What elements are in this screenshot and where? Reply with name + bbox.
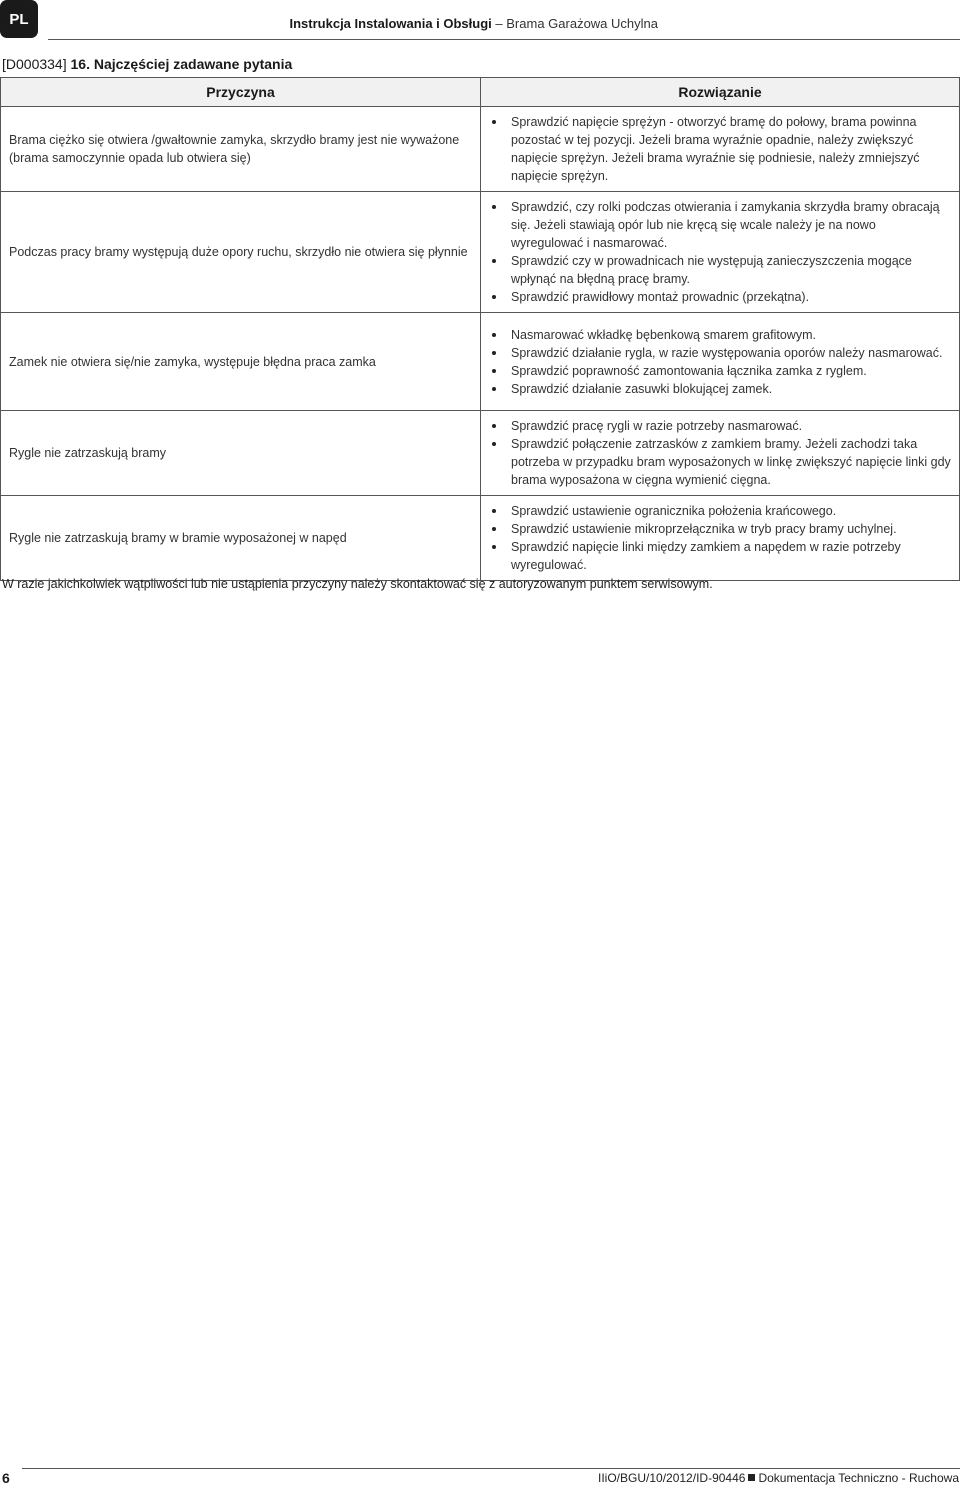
table-row <box>1 192 960 313</box>
solution-item: Sprawdzić działanie zasuwki blokującej zamek. <box>489 380 951 398</box>
solution-cell <box>481 313 960 411</box>
cause-cell: Zamek nie otwiera się/nie zamyka, występuje błędna praca zamka <box>1 313 481 411</box>
faq-table <box>0 77 960 581</box>
solution-item: Sprawdzić ustawienie ogranicznika położenia krańcowego. <box>489 502 951 520</box>
solution-item: Sprawdzić działanie rygla, w razie występowania oporów należy nasmarować. <box>489 344 951 362</box>
solution-item: Sprawdzić napięcie sprężyn - otworzyć bramę do połowy, brama powinna pozostać w tej pozycji. Jeżeli brama wyraźnie opadnie, należy zwiększyć napięcie sprężyn. Jeżeli brama wyraźnie się podniesie, należy zmniejszyć napięcie sprężyn. <box>489 113 951 185</box>
cause-cell: Rygle nie zatrzaskują bramy <box>1 411 481 496</box>
language-badge: PL <box>0 0 38 38</box>
footer-doc-type: Dokumentacja Techniczno - Ruchowa <box>758 1471 959 1485</box>
solution-cell <box>481 107 960 192</box>
solution-item: Sprawdzić prawidłowy montaż prowadnic (przekątna). <box>489 288 951 306</box>
column-header-cause: Przyczyna <box>1 78 481 107</box>
solution-cell <box>481 496 960 581</box>
footer-doc-id: IIiO/BGU/10/2012/ID-90446 <box>598 1471 746 1485</box>
header-title-separator: – <box>495 16 503 31</box>
table-row <box>1 313 960 411</box>
column-header-solution: Rozwiązanie <box>481 78 960 107</box>
solution-list <box>489 326 951 398</box>
header-divider <box>48 39 960 40</box>
solution-list <box>489 198 951 306</box>
section-number: 16. <box>70 56 90 72</box>
section-title <box>2 56 292 72</box>
cause-cell: Rygle nie zatrzaskują bramy w bramie wyposażonej w napęd <box>1 496 481 581</box>
solution-item: Sprawdzić ustawienie mikroprzełącznika w tryb pracy bramy uchylnej. <box>489 520 951 538</box>
solution-item: Sprawdzić napięcie linki między zamkiem a napędem w razie potrzeby wyregulować. <box>489 538 951 574</box>
solution-item: Sprawdzić pracę rygli w razie potrzeby nasmarować. <box>489 417 951 435</box>
solution-list <box>489 113 951 185</box>
table-row <box>1 411 960 496</box>
table-row <box>1 107 960 192</box>
solution-item: Nasmarować wkładkę bębenkową smarem grafitowym. <box>489 326 951 344</box>
header-title-product: Brama Garażowa Uchylna <box>506 16 658 31</box>
square-icon <box>748 1474 755 1481</box>
footer-document-info <box>598 1471 959 1485</box>
page-number: 6 <box>2 1470 10 1486</box>
section-doc-code: [D000334] <box>2 56 67 72</box>
service-contact-note: W razie jakichkolwiek wątpliwości lub nie ustąpienia przyczyny należy skontaktować się z autoryzowanym punktem serwisowym. <box>2 577 713 591</box>
solution-list <box>489 502 951 574</box>
table-row <box>1 496 960 581</box>
footer-divider <box>22 1468 960 1469</box>
solution-item: Sprawdzić czy w prowadnicach nie występują zanieczyszczenia mogące wpłynąć na błędną pracę bramy. <box>489 252 951 288</box>
header-title-main: Instrukcja Instalowania i Obsługi <box>289 16 492 31</box>
document-header-title <box>290 16 659 31</box>
section-heading: Najczęściej zadawane pytania <box>93 56 293 72</box>
solution-list <box>489 417 951 489</box>
solution-cell <box>481 192 960 313</box>
cause-cell: Brama ciężko się otwiera /gwałtownie zamyka, skrzydło bramy jest nie wyważone (brama samoczynnie opada lub otwiera się) <box>1 107 481 192</box>
solution-cell <box>481 411 960 496</box>
solution-item: Sprawdzić połączenie zatrzasków z zamkiem bramy. Jeżeli zachodzi taka potrzeba w przypadku bram wyposażonych w linkę zwiększyć napięcie linki gdy brama wyposażona w cięgna wymienić cięgna. <box>489 435 951 489</box>
solution-item: Sprawdzić poprawność zamontowania łącznika zamka z ryglem. <box>489 362 951 380</box>
cause-cell: Podczas pracy bramy występują duże opory ruchu, skrzydło nie otwiera się płynnie <box>1 192 481 313</box>
table-header-row <box>1 78 960 107</box>
solution-item: Sprawdzić, czy rolki podczas otwierania i zamykania skrzydła bramy obracają się. Jeżeli stawiają opór lub nie kręcą się wcale należy je na nowo wyregulować i nasmarować. <box>489 198 951 252</box>
